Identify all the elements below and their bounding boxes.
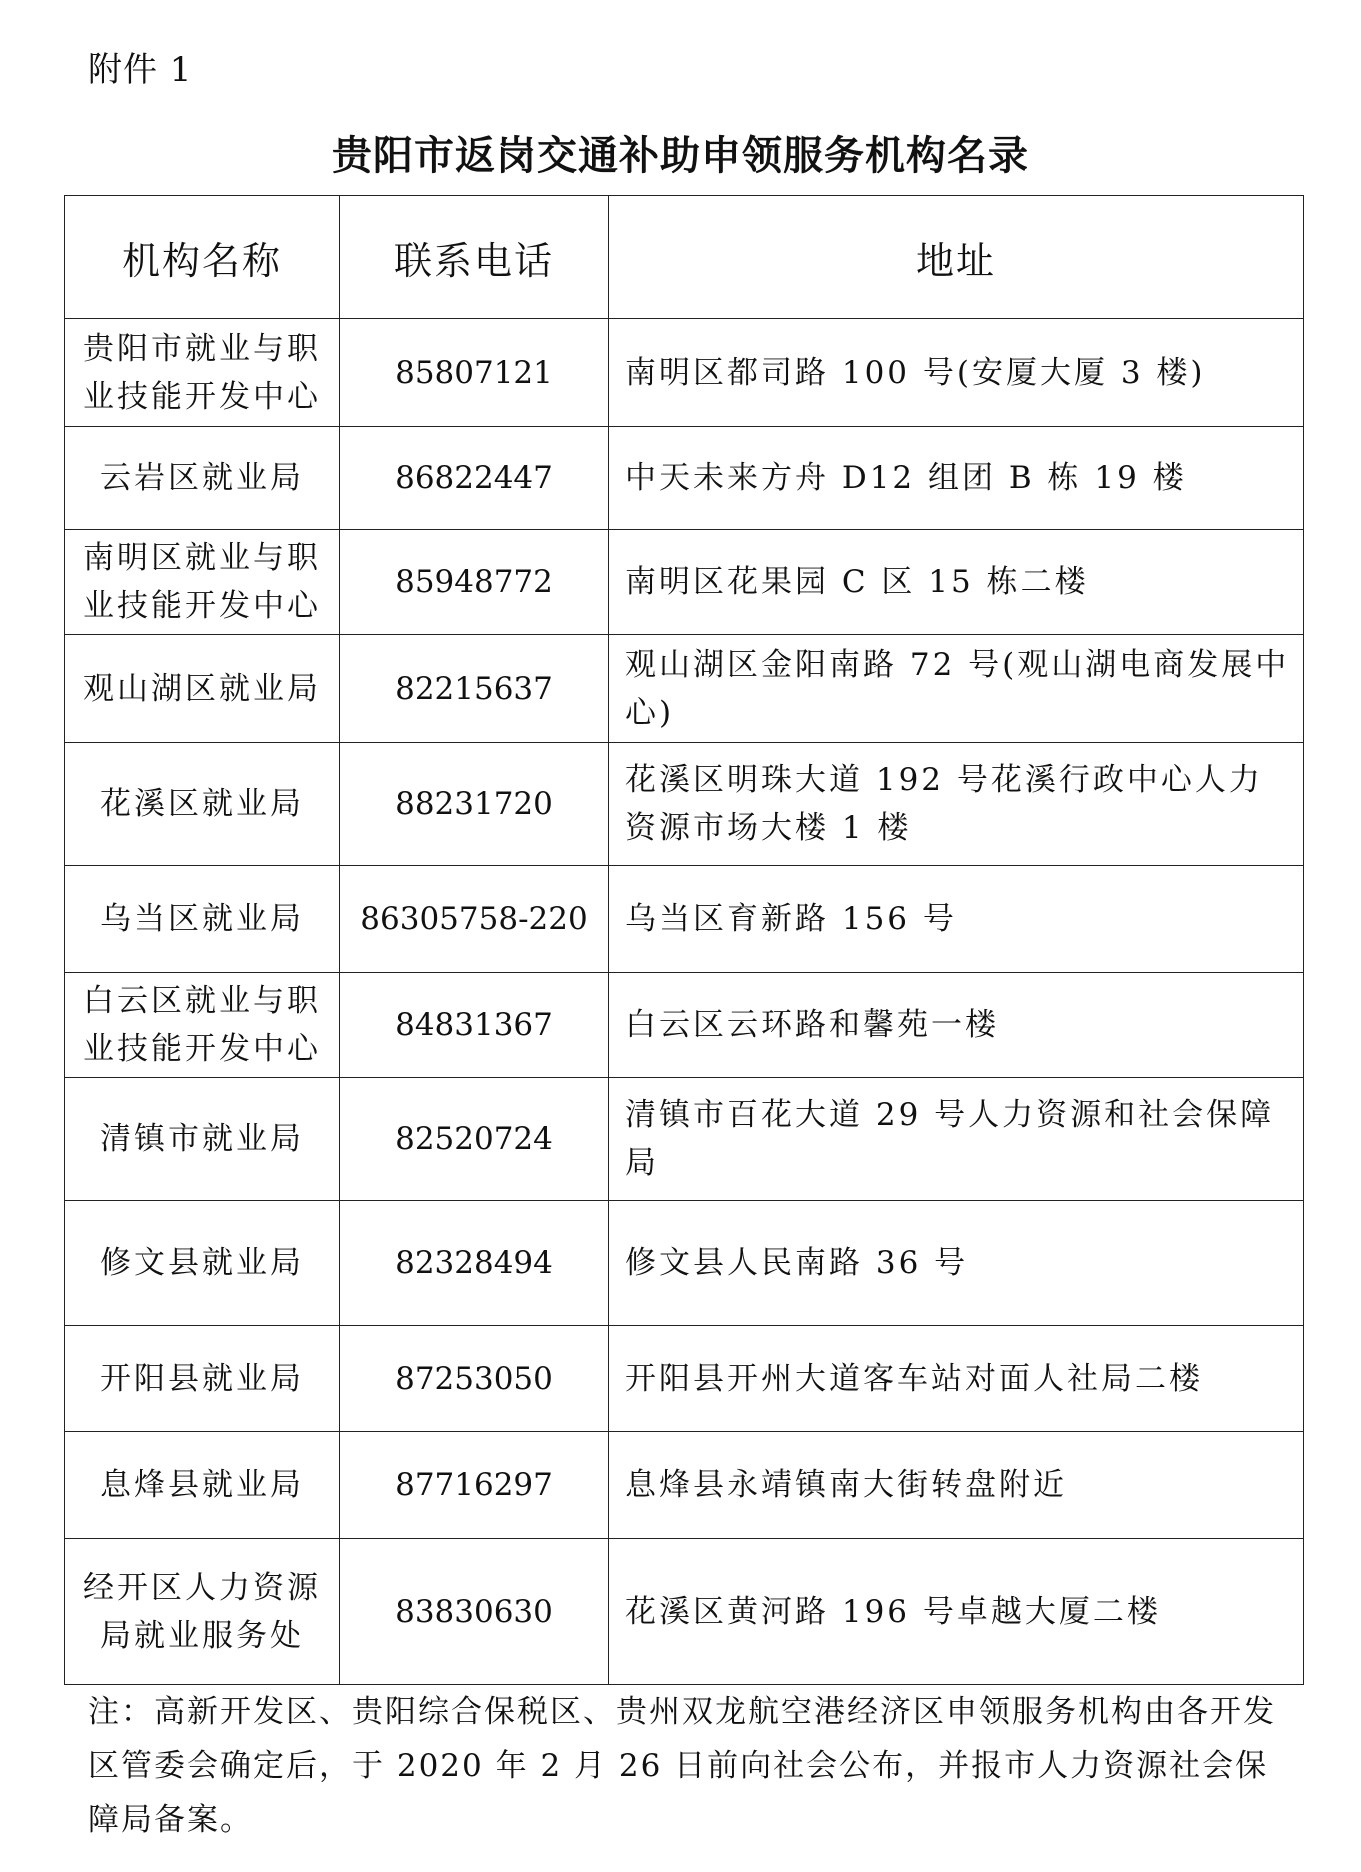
institution-phone: 85948772 (340, 530, 609, 635)
institution-address: 观山湖区金阳南路 72 号(观山湖电商发展中心) (609, 635, 1304, 743)
table-row (65, 1326, 1304, 1432)
institution-address: 花溪区明珠大道 192 号花溪行政中心人力资源市场大楼 1 楼 (609, 743, 1304, 866)
institution-address: 乌当区育新路 156 号 (609, 866, 1304, 973)
institution-phone: 86822447 (340, 427, 609, 530)
table-row (65, 1539, 1304, 1685)
institution-phone: 82520724 (340, 1078, 609, 1201)
institution-table (64, 195, 1304, 1685)
institution-phone: 82328494 (340, 1201, 609, 1326)
table-row (65, 635, 1304, 743)
institution-address: 南明区都司路 100 号(安厦大厦 3 楼) (609, 319, 1304, 427)
table-row (65, 319, 1304, 427)
table-row (65, 743, 1304, 866)
institution-address: 中天未来方舟 D12 组团 B 栋 19 楼 (609, 427, 1304, 530)
institution-address: 南明区花果园 C 区 15 栋二楼 (609, 530, 1304, 635)
institution-phone: 83830630 (340, 1539, 609, 1685)
institution-name: 云岩区就业局 (65, 427, 340, 530)
column-header-phone: 联系电话 (340, 196, 609, 319)
institution-name: 南明区就业与职业技能开发中心 (65, 530, 340, 635)
institution-phone: 87253050 (340, 1326, 609, 1432)
institution-name: 贵阳市就业与职业技能开发中心 (65, 319, 340, 427)
institution-name: 清镇市就业局 (65, 1078, 340, 1201)
institution-name: 花溪区就业局 (65, 743, 340, 866)
institution-address: 修文县人民南路 36 号 (609, 1201, 1304, 1326)
institution-name: 开阳县就业局 (65, 1326, 340, 1432)
table-row (65, 1201, 1304, 1326)
institution-name: 经开区人力资源局就业服务处 (65, 1539, 340, 1685)
institution-phone: 82215637 (340, 635, 609, 743)
table-header-row (65, 196, 1304, 319)
table-row (65, 427, 1304, 530)
institution-name: 观山湖区就业局 (65, 635, 340, 743)
institution-address: 开阳县开州大道客车站对面人社局二楼 (609, 1326, 1304, 1432)
institution-phone: 85807121 (340, 319, 609, 427)
institution-name: 乌当区就业局 (65, 866, 340, 973)
institution-phone: 88231720 (340, 743, 609, 866)
institution-name: 修文县就业局 (65, 1201, 340, 1326)
institution-address: 清镇市百花大道 29 号人力资源和社会保障局 (609, 1078, 1304, 1201)
table-row (65, 1078, 1304, 1201)
table-row (65, 1432, 1304, 1539)
table-row (65, 973, 1304, 1078)
column-header-name: 机构名称 (65, 196, 340, 319)
institution-address: 花溪区黄河路 196 号卓越大厦二楼 (609, 1539, 1304, 1685)
attachment-label: 附件 1 (88, 50, 193, 90)
table-row (65, 530, 1304, 635)
footnote: 注：高新开发区、贵阳综合保税区、贵州双龙航空港经济区申领服务机构由各开发区管委会确定后，于 2020 年 2 月 26 日前向社会公布，并报市人力资源社会保障局备案。 (88, 1694, 1276, 1838)
table-row (65, 866, 1304, 973)
institution-address: 息烽县永靖镇南大街转盘附近 (609, 1432, 1304, 1539)
institution-name: 白云区就业与职业技能开发中心 (65, 973, 340, 1078)
page-title: 贵阳市返岗交通补助申领服务机构名录 (332, 133, 1029, 179)
column-header-address: 地址 (609, 196, 1304, 319)
institution-address: 白云区云环路和馨苑一楼 (609, 973, 1304, 1078)
institution-phone: 87716297 (340, 1432, 609, 1539)
institution-phone: 86305758-220 (340, 866, 609, 973)
institution-phone: 84831367 (340, 973, 609, 1078)
institution-name: 息烽县就业局 (65, 1432, 340, 1539)
